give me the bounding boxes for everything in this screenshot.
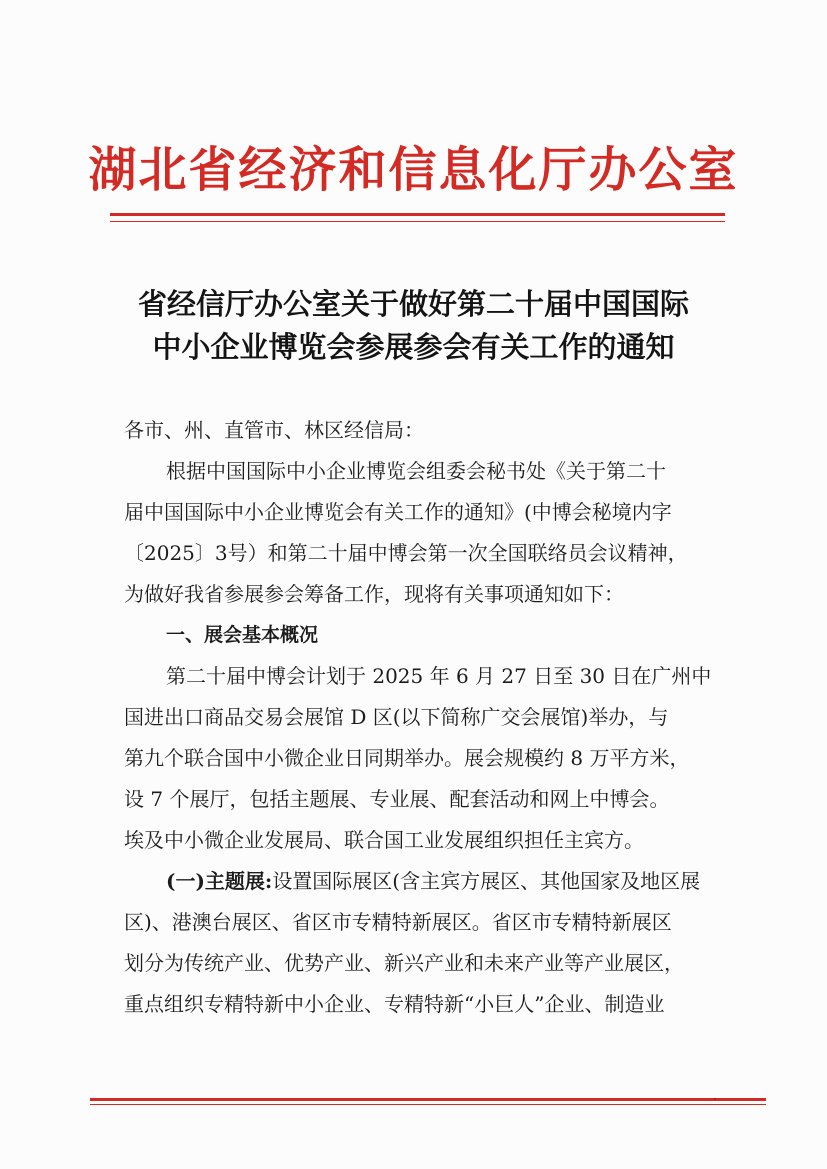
para2-line: 国进出口商品交易会展馆 D 区(以下简称广交会展馆)举办，与 (124, 705, 669, 729)
para3-line: 区)、港澳台展区、省区市专精特新展区。省区市专精特新展区 (124, 910, 672, 934)
footer-red-rule-thick (90, 1098, 766, 1101)
addressee: 各市、州、直管市、林区经信局： (124, 418, 424, 442)
para1-line: 〔2025〕3号）和第二十届中博会第一次全国联络员会议精神， (124, 541, 688, 565)
para2-line: 第二十届中博会计划于 2025 年 6 月 27 日至 30 日在广州中 (166, 664, 712, 688)
masthead-red-rule-thin (110, 221, 725, 222)
para2-line: 埃及中小微企业发展局、联合国工业发展组织担任主宾方。 (124, 828, 644, 852)
masthead-org-name: 湖北省经济和信息化厅办公室 (88, 142, 739, 198)
para1-line: 为做好我省参展参会筹备工作，现将有关事项通知如下： (124, 582, 624, 606)
doc-title-line-2: 中小企业博览会参展参会有关工作的通知 (152, 330, 675, 364)
para1-line: 届中国国际中小企业博览会有关工作的通知》(中博会秘境内字 (124, 500, 672, 524)
section-heading: 一、展会基本概况 (166, 624, 319, 646)
para3-line: 划分为传统产业、优势产业、新兴产业和未来产业等产业展区， (124, 951, 684, 975)
para3-line (124, 861, 744, 902)
masthead-red-rule-thick (110, 213, 725, 216)
para3-line: 重点组织专精特新中小企业、专精特新“小巨人”企业、制造业 (124, 992, 665, 1016)
para3-first-text: 设置国际展区(含主宾方展区、其他国家及地区展 (272, 869, 701, 893)
doc-body (124, 410, 744, 1025)
para2-line: 设 7 个展厅，包括主题展、专业展、配套活动和网上中博会。 (124, 787, 670, 811)
para2-line: 第九个联合国中小微企业日同期举办。展会规模约 8 万平方米， (124, 746, 690, 770)
para1-line: 根据中国国际中小企业博览会组委会秘书处《关于第二十 (166, 459, 666, 483)
subsection-lead: (一)主题展: (166, 869, 273, 893)
page-number: · (713, 1092, 717, 1106)
doc-title-line-1: 省经信厅办公室关于做好第二十届中国国际 (137, 287, 689, 321)
footer-red-rule-thin (90, 1104, 766, 1105)
